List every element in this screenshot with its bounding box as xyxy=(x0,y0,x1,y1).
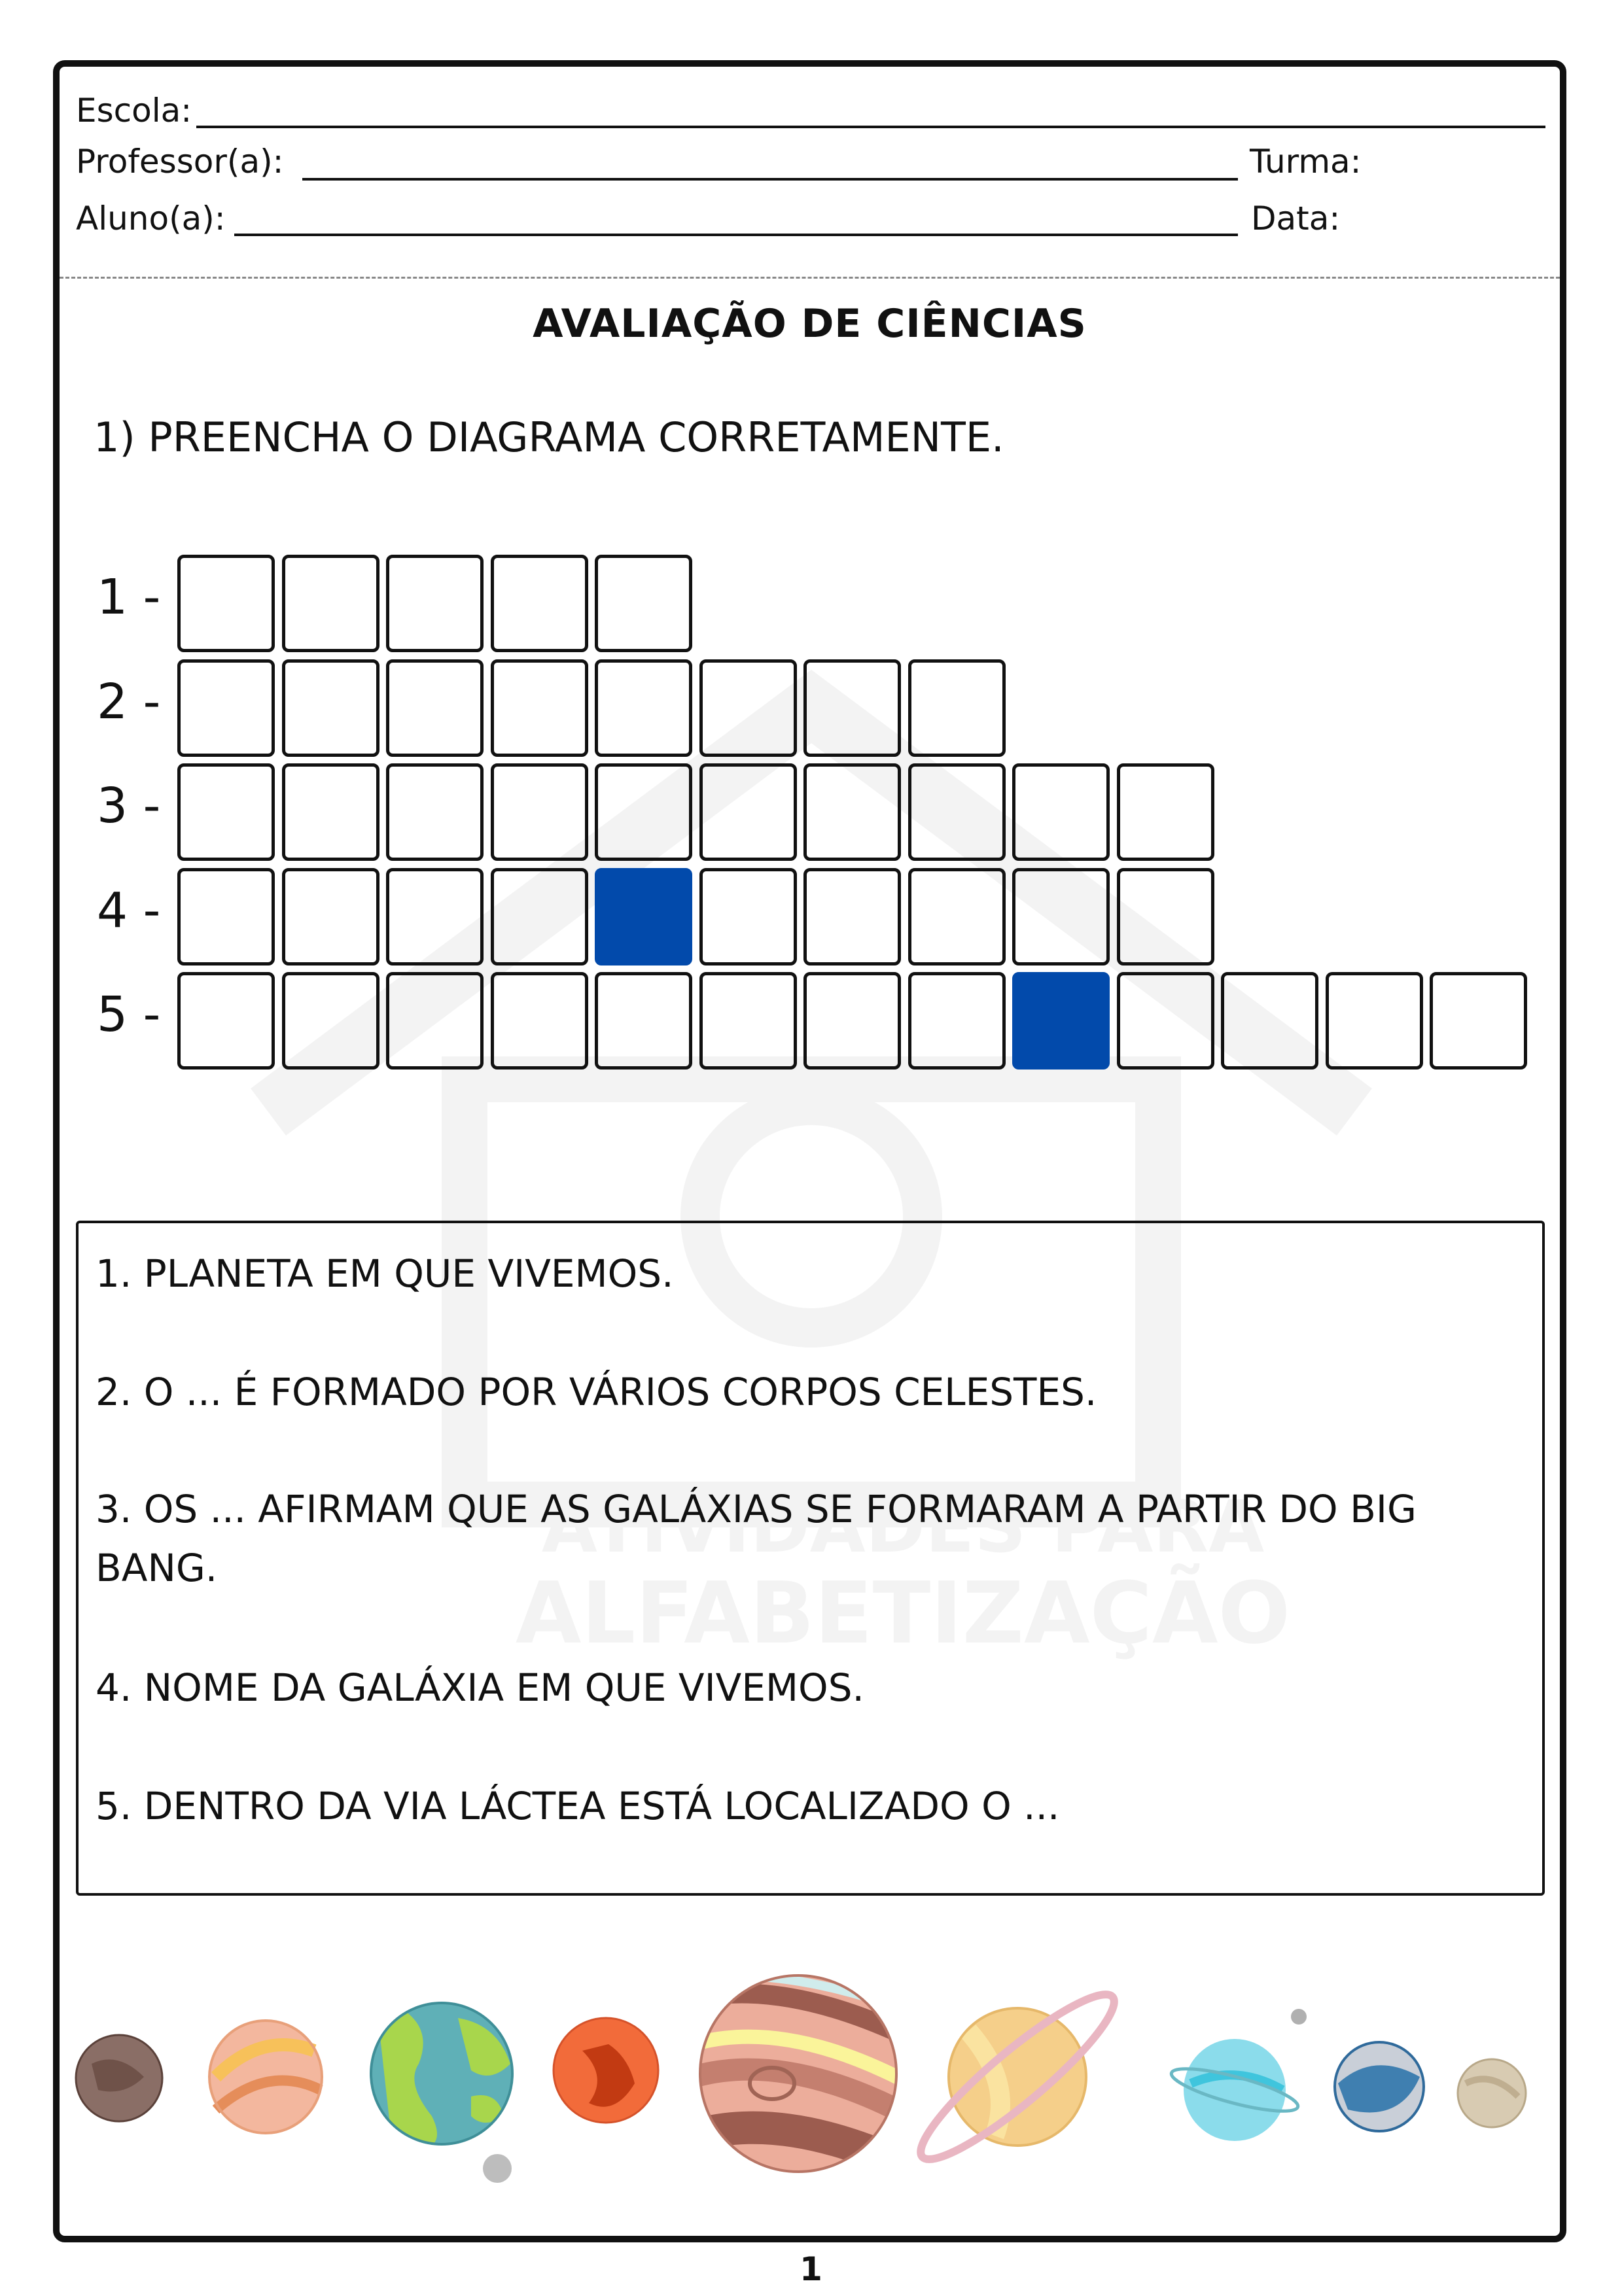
uranus-icon xyxy=(1168,2009,1307,2141)
clue-2: 2. O ... É FORMADO POR VÁRIOS CORPOS CELESTES. xyxy=(96,1370,1097,1414)
clue-1: 1. PLANETA EM QUE VIVEMOS. xyxy=(96,1251,674,1296)
grid-cell[interactable] xyxy=(1326,972,1423,1070)
grid-cell[interactable] xyxy=(1117,763,1214,861)
header-divider xyxy=(60,277,1560,279)
neptune-icon xyxy=(1335,2042,1424,2131)
date-label: Data: xyxy=(1251,200,1341,237)
grid-cell[interactable] xyxy=(177,972,275,1070)
planets-illustration xyxy=(65,1953,1557,2188)
grid-cell[interactable] xyxy=(908,972,1006,1070)
saturn-icon xyxy=(906,1977,1130,2177)
grid-cell[interactable] xyxy=(1012,868,1110,965)
grid-cell[interactable] xyxy=(177,763,275,861)
clue-5: 5. DENTRO DA VIA LÁCTEA ESTÁ LOCALIZADO O ... xyxy=(96,1784,1060,1828)
grid-cell[interactable] xyxy=(282,659,379,757)
grid-cell[interactable] xyxy=(803,763,901,861)
page-title: AVALIAÇÃO DE CIÊNCIAS xyxy=(533,301,1087,347)
grid-cell[interactable] xyxy=(1221,972,1318,1070)
pluto-icon xyxy=(1458,2059,1526,2127)
grid-cell[interactable] xyxy=(491,868,588,965)
grid-cell[interactable] xyxy=(386,972,484,1070)
grid-cell[interactable] xyxy=(282,555,379,652)
grid-cell[interactable] xyxy=(491,972,588,1070)
grid-cell[interactable] xyxy=(699,972,797,1070)
grid-cell[interactable] xyxy=(491,555,588,652)
grid-cell-shaded xyxy=(595,868,692,965)
jupiter-icon xyxy=(694,1975,909,2172)
row-label: 5 - xyxy=(97,986,161,1043)
grid-cell[interactable] xyxy=(491,763,588,861)
grid-cell[interactable] xyxy=(595,972,692,1070)
grid-cell[interactable] xyxy=(908,659,1006,757)
grid-cell[interactable] xyxy=(595,659,692,757)
grid-cell[interactable] xyxy=(1117,972,1214,1070)
grid-cell[interactable] xyxy=(491,659,588,757)
grid-cell[interactable] xyxy=(177,868,275,965)
class-label: Turma: xyxy=(1250,143,1362,181)
student-label: Aluno(a): xyxy=(76,200,226,237)
row-label: 3 - xyxy=(97,778,161,834)
row-label: 2 - xyxy=(97,673,161,730)
page-number: 1 xyxy=(800,2250,822,2288)
clue-4: 4. NOME DA GALÁXIA EM QUE VIVEMOS. xyxy=(96,1665,864,1710)
grid-cell[interactable] xyxy=(908,868,1006,965)
grid-cell[interactable] xyxy=(386,555,484,652)
teacher-label: Professor(a): xyxy=(76,143,284,181)
teacher-field[interactable] xyxy=(302,178,1238,181)
grid-cell[interactable] xyxy=(803,868,901,965)
grid-cell-shaded xyxy=(1012,972,1110,1070)
row-label: 4 - xyxy=(97,882,161,939)
grid-cell[interactable] xyxy=(595,555,692,652)
grid-cell[interactable] xyxy=(803,972,901,1070)
grid-cell[interactable] xyxy=(803,659,901,757)
grid-cell[interactable] xyxy=(282,972,379,1070)
page-frame xyxy=(53,60,1566,2242)
grid-cell[interactable] xyxy=(595,763,692,861)
grid-cell[interactable] xyxy=(699,763,797,861)
grid-cell[interactable] xyxy=(386,763,484,861)
grid-cell[interactable] xyxy=(282,763,379,861)
grid-cell[interactable] xyxy=(177,659,275,757)
grid-cell[interactable] xyxy=(908,763,1006,861)
student-field[interactable] xyxy=(234,234,1238,236)
mercury-icon xyxy=(76,2035,162,2121)
mars-icon xyxy=(554,2018,658,2123)
question-1: 1) PREENCHA O DIAGRAMA CORRETAMENTE. xyxy=(94,413,1004,461)
earth-icon xyxy=(371,2003,512,2183)
grid-cell[interactable] xyxy=(282,868,379,965)
grid-cell[interactable] xyxy=(699,659,797,757)
grid-cell[interactable] xyxy=(177,555,275,652)
grid-cell[interactable] xyxy=(386,659,484,757)
school-label: Escola: xyxy=(76,92,192,130)
grid-cell[interactable] xyxy=(699,868,797,965)
grid-cell[interactable] xyxy=(1430,972,1527,1070)
row-label: 1 - xyxy=(97,569,161,625)
school-field[interactable] xyxy=(196,126,1545,128)
venus-icon xyxy=(209,2021,322,2133)
grid-cell[interactable] xyxy=(1117,868,1214,965)
grid-cell[interactable] xyxy=(386,868,484,965)
grid-cell[interactable] xyxy=(1012,763,1110,861)
clue-3: 3. OS ... AFIRMAM QUE AS GALÁXIAS SE FORMARAM A PARTIR DO BIG BANG. xyxy=(96,1487,1417,1590)
